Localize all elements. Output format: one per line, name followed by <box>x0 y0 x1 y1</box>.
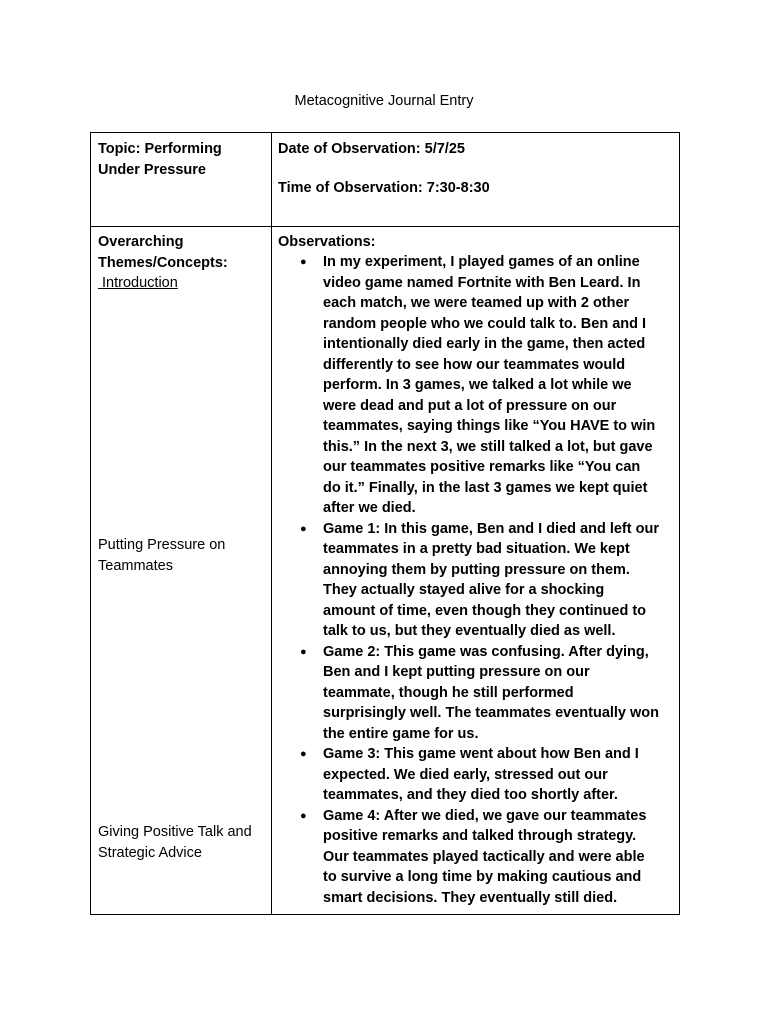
themes-column <box>98 232 268 294</box>
list-item <box>278 806 678 909</box>
themes-heading: Overarching Themes/Concepts: <box>98 234 228 271</box>
time-of-observation: Time of Observation: 7:30-8:30 <box>278 180 490 196</box>
bullet-icon: ● <box>300 809 307 822</box>
theme-positive-talk: Giving Positive Talk and Strategic Advice <box>98 824 252 861</box>
journal-table <box>90 132 680 915</box>
list-item <box>278 252 678 519</box>
column-divider <box>271 133 272 914</box>
observations-list <box>278 252 678 908</box>
date-of-observation: Date of Observation: 5/7/25 <box>278 141 465 157</box>
theme-putting-pressure: Putting Pressure on Teammates <box>98 537 226 574</box>
observation-text: In my experiment, I played games of an online video game named Fortnite with Ben Leard. In each match, we were teamed up with 2 other random people who we could talk to. Ben and I intentionally died early in the game, then acted differently to see how our teammates would perform. In 3 games, we talked a lot while we were dead and put a lot of pressure on our teammates, saying things like “You HAVE to win this.” In the next 3, we still talked a lot, but gave our teammates positive remarks like “You can do it.” Finally, in the last 3 games we kept quiet after we died. <box>323 254 656 516</box>
bullet-icon: ● <box>300 522 307 535</box>
list-item <box>278 519 678 642</box>
introduction-link[interactable]: Introduction <box>98 275 178 291</box>
observation-text: Game 3: This game went about how Ben and I expected. We died early, stressed out our teammates, and they died too shortly after. <box>323 746 639 803</box>
bullet-icon: ● <box>300 256 307 268</box>
observation-text: Game 1: In this game, Ben and I died and left our teammates in a pretty bad situation. We kept annoying them by putting pressure on them. They actually stayed alive for a shocking amount of time, even though they continued to talk to us, but they eventually died as well. <box>323 520 659 639</box>
observation-text: Game 4: After we died, we gave our teammates positive remarks and talked through strategy. Our teammates played tactically and were able to survive a long time by making cautious and smart decisions. They eventually still died. <box>323 807 647 906</box>
bullet-icon: ● <box>300 748 307 760</box>
list-item <box>278 642 678 745</box>
list-item <box>278 744 678 806</box>
observations-heading: Observations: <box>278 234 376 250</box>
observation-text: Game 2: This game was confusing. After dying, Ben and I kept putting pressure on our teammate, though he still performed surprisingly well. The teammates eventually won the entire game for us. <box>323 643 660 742</box>
page-title: Metacognitive Journal Entry <box>294 93 474 109</box>
bullet-icon: ● <box>300 645 307 658</box>
topic-label: Topic: Performing Under Pressure <box>98 141 222 178</box>
